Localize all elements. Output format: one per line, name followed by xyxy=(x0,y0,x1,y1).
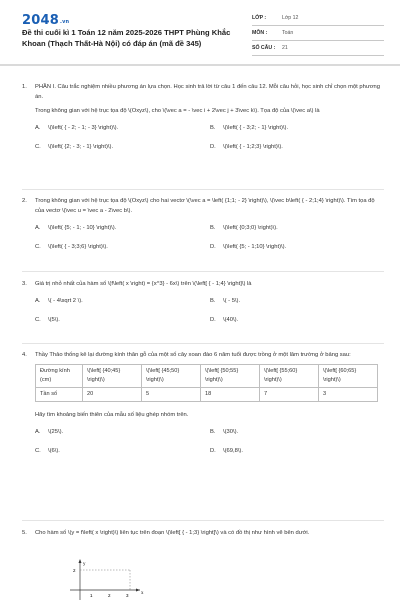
option-text: \(\left( { - 2; - 1; - 3} \right)\). xyxy=(48,125,119,131)
answer-option-c[interactable] xyxy=(35,315,210,325)
function-graph xyxy=(70,558,170,600)
meta-value: Toán xyxy=(282,30,294,36)
meta-row-count xyxy=(252,41,384,56)
meta-label: MÔN : xyxy=(252,30,268,36)
option-letter: A. xyxy=(35,125,41,131)
option-letter: D. xyxy=(210,144,216,150)
answer-option-c[interactable] xyxy=(35,446,210,456)
answer-options xyxy=(35,427,384,456)
meta-value: Lớp 12 xyxy=(282,15,299,21)
answer-option-a[interactable] xyxy=(35,296,210,306)
answer-option-c[interactable] xyxy=(35,242,210,252)
table-cell: \(\left[ {55;60} \right)\) xyxy=(260,365,319,388)
header-divider xyxy=(0,64,400,66)
option-text: \(25\). xyxy=(48,429,64,435)
question-number: 2. xyxy=(22,198,27,204)
question-2 xyxy=(22,196,384,252)
exam-title: Đề thi cuối kì 1 Toán 12 năm 2025-2026 THPT Phùng Khắc Khoan (Thạch Thất-Hà Nội) có đáp án (mã đề 345) xyxy=(22,28,231,48)
option-text: \(\left( { - 3;2; - 1} \right)\). xyxy=(223,125,289,131)
answer-options xyxy=(35,296,384,325)
question-text: Cho hàm số \(y = f\left( x \right)\) liên tục trên đoạn \(\left[ { - 1;3} \right]\) và có đồ thị như hình vẽ bên dưới. xyxy=(35,530,310,536)
option-letter: A. xyxy=(35,225,41,231)
table-cell: 5 xyxy=(142,388,201,402)
table-header-cell: Đường kính (cm) xyxy=(36,365,83,388)
question-number: 5. xyxy=(22,530,27,536)
option-letter: B. xyxy=(210,429,216,435)
option-text: \(\left( {0;3;0} \right)\). xyxy=(223,225,278,231)
option-text: \(\left( {5; - 1; - 10} \right)\). xyxy=(48,225,117,231)
table-header-cell: Tần số xyxy=(36,388,83,402)
question-text: PHẦN I. Câu trắc nghiệm nhiều phương án lựa chọn. Học sinh trả lời từ câu 1 đến câu 12. Mỗi câu hỏi, học sinh chỉ chọn một phương án. xyxy=(35,84,380,100)
answer-option-b[interactable] xyxy=(210,123,385,133)
option-text: \(6\). xyxy=(48,448,60,454)
tick-label: 3 xyxy=(126,593,129,598)
option-text: \(\left( {5; - 1;10} \right)\). xyxy=(223,244,287,250)
question-text: Trong không gian với hệ trục tọa độ \(Oxyz\) cho hai vectơ \(\vec a = \left( {1;1; - 2} \right)\), \(\vec b\left( { - 2;1;4} \right)\). Tìm tọa độ của vectơ \(\vec u = \vec a - 2\vec b\). xyxy=(35,198,375,214)
meta-label: SỐ CÂU : xyxy=(252,45,276,51)
answer-option-d[interactable] xyxy=(210,446,385,456)
option-letter: A. xyxy=(35,429,41,435)
question-divider xyxy=(22,271,384,272)
table-cell: 7 xyxy=(260,388,319,402)
question-divider xyxy=(22,343,384,344)
option-text: \(\left( { - 3;3;6} \right)\). xyxy=(48,244,108,250)
answer-options xyxy=(35,223,384,252)
question-number: 1. xyxy=(22,84,27,90)
question-text: Thầy Thảo thống kê lại đường kính thân gỗ của một số cây xoan đào 6 năm tuổi được trồng ở một lâm trường ở bảng sau: xyxy=(35,352,351,358)
option-text: \( - 4\sqrt 2 \). xyxy=(48,298,83,304)
answer-option-b[interactable] xyxy=(210,296,385,306)
answer-options xyxy=(35,123,384,152)
question-text: Giá trị nhỏ nhất của hàm số \(f\left( x \right) = {x^3} - 6x\) trên \(\left[ { - 1;4} \right]\) là xyxy=(35,281,252,287)
frequency-table xyxy=(35,364,378,402)
question-text: Hãy tìm khoảng biến thiên của mẫu số liệu ghép nhóm trên. xyxy=(35,412,189,418)
table-cell: \(\left[ {40;45} \right)\) xyxy=(83,365,142,388)
answer-option-d[interactable] xyxy=(210,142,385,152)
answer-option-b[interactable] xyxy=(210,223,385,233)
question-3 xyxy=(22,279,384,325)
y-axis-label: y xyxy=(83,562,86,567)
table-cell: 3 xyxy=(319,388,378,402)
option-letter: C. xyxy=(35,448,41,454)
question-divider xyxy=(22,189,384,190)
option-letter: D. xyxy=(210,244,216,250)
question-1 xyxy=(22,82,384,152)
table-cell: \(\left[ {50;55} \right)\) xyxy=(201,365,260,388)
answer-option-b[interactable] xyxy=(210,427,385,437)
tick-label: 2 xyxy=(108,593,111,598)
option-letter: B. xyxy=(210,298,216,304)
question-text: Trong không gian với hệ trục tọa độ \(Oxyz\), cho \(\vec a = - \vec i + 2\vec j + 3\vec k\). Tọa độ của \(\vec a\) là xyxy=(35,108,320,114)
question-number: 3. xyxy=(22,281,27,287)
option-letter: D. xyxy=(210,448,216,454)
answer-option-a[interactable] xyxy=(35,223,210,233)
option-letter: C. xyxy=(35,317,41,323)
meta-value: 21 xyxy=(282,45,288,51)
meta-row-class xyxy=(252,11,384,26)
answer-option-d[interactable] xyxy=(210,315,385,325)
answer-option-a[interactable] xyxy=(35,427,210,437)
x-axis-label: x xyxy=(141,591,144,596)
table-row xyxy=(36,365,378,388)
option-letter: C. xyxy=(35,144,41,150)
logo-text: 2048 xyxy=(22,13,59,28)
tick-label: 1 xyxy=(90,593,93,598)
option-text: \( - 5\). xyxy=(223,298,241,304)
table-cell: 20 xyxy=(83,388,142,402)
logo-suffix: .vn xyxy=(59,19,70,25)
option-letter: D. xyxy=(210,317,216,323)
tick-label: 2 xyxy=(73,568,76,573)
table-cell: \(\left[ {60;65} \right)\) xyxy=(319,365,378,388)
table-cell: \(\left[ {45;50} \right)\) xyxy=(142,365,201,388)
option-text: \(40\). xyxy=(223,317,239,323)
answer-option-c[interactable] xyxy=(35,142,210,152)
option-text: \(\left( {2; - 3; - 1} \right)\). xyxy=(48,144,114,150)
page-header xyxy=(0,0,400,64)
option-text: \(5\). xyxy=(48,317,60,323)
question-number: 4. xyxy=(22,352,27,358)
y-axis-arrow xyxy=(79,559,82,563)
meta-row-subject xyxy=(252,26,384,41)
question-5 xyxy=(22,528,384,542)
exam-meta xyxy=(252,11,384,56)
option-letter: B. xyxy=(210,225,216,231)
meta-label: LỚP : xyxy=(252,15,267,21)
option-letter: B. xyxy=(210,125,216,131)
x-axis-arrow xyxy=(136,589,140,592)
option-text: \(30\). xyxy=(223,429,239,435)
table-cell: 18 xyxy=(201,388,260,402)
table-row xyxy=(36,388,378,402)
question-divider xyxy=(22,520,384,521)
question-4 xyxy=(22,350,384,456)
option-text: \(\left( { - 1;2;3} \right)\). xyxy=(223,144,283,150)
option-text: \(69,8\). xyxy=(223,448,243,454)
answer-option-a[interactable] xyxy=(35,123,210,133)
option-letter: C. xyxy=(35,244,41,250)
answer-option-d[interactable] xyxy=(210,242,385,252)
option-letter: A. xyxy=(35,298,41,304)
site-logo[interactable] xyxy=(22,13,69,28)
